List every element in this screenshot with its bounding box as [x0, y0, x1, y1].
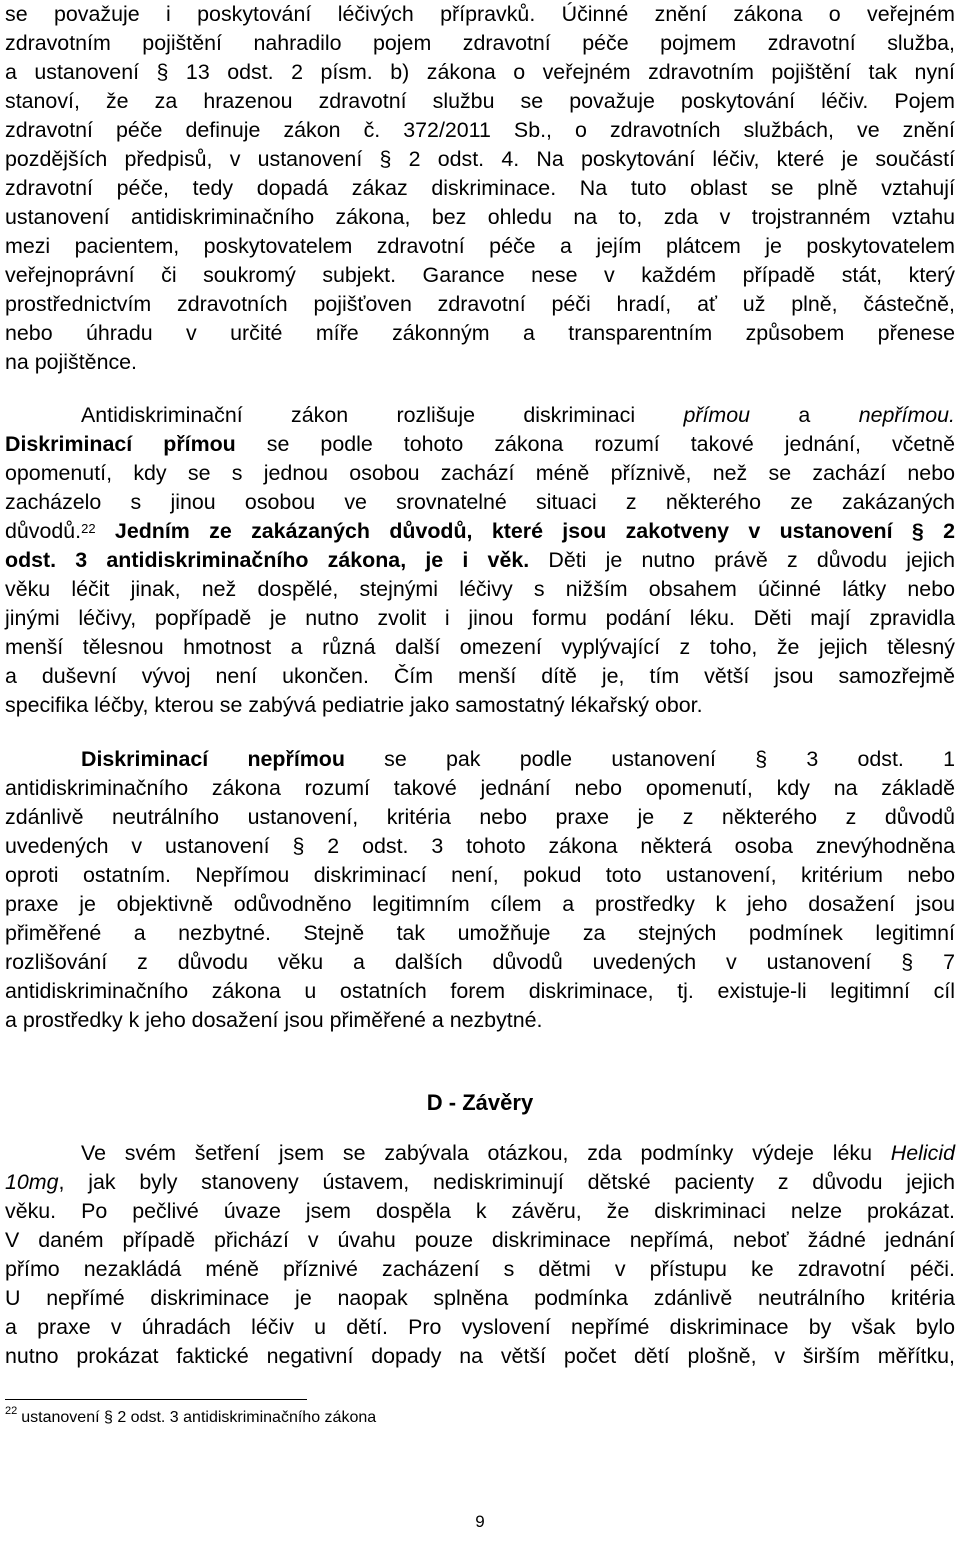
bold-text: odst. 3 antidiskriminačního zákona, je i věk.	[5, 548, 530, 572]
text-line: opomenutí, kdy se s jednou osobou zachází méně příznivě, než se zachází nebo	[5, 461, 955, 485]
text-run: , jak byly stanoveny ústavem, nediskriminují dětské pacienty z důvodu jejich	[58, 1170, 955, 1194]
text-line	[81, 1139, 955, 1168]
text-line: věku. Po pečlivé úvaze jsem dospěla k závěru, že diskriminaci nelze prokázat.	[5, 1199, 955, 1223]
italic-drug-name: Helicid	[890, 1141, 955, 1165]
text-line: prostřednictvím zdravotních pojišťoven zdravotní péči hradí, ať už plně, částečně,	[5, 292, 955, 316]
text-line: a praxe v úhradách léčiv u dětí. Pro vyslovení nepřímé diskriminace by však bylo	[5, 1315, 955, 1339]
text-line	[81, 745, 955, 774]
text-line: V daném případě přichází v úvahu pouze diskriminace nepřímá, neboť žádné jednání	[5, 1228, 955, 1252]
text-line: menší tělesnou hmotnost a různá další omezení vyplývající z toho, že jejich tělesný	[5, 635, 955, 659]
text-run: důvodů.	[5, 519, 82, 543]
text-line: stanoví, že za hrazenou zdravotní službu se považuje poskytování léčiv. Pojem	[5, 89, 955, 113]
italic-drug-dose: 10mg	[5, 1170, 59, 1194]
text-line: nutno prokázat faktické negativní dopady na větší počet dětí plošně, v širším měřítku,	[5, 1344, 955, 1368]
text-line: zdravotní péče, tedy dopadá zákaz diskriminace. Na tuto oblast se plně vztahují	[5, 176, 955, 200]
section-heading: D - Závěry	[426, 1090, 534, 1115]
text-run: Ve svém šetření jsem se zabývala otázkou, zda podmínky výdeje léku	[81, 1141, 891, 1165]
italic-term: nepřímou.	[858, 403, 955, 427]
text-line: zdravotním pojištění nahradilo pojem zdravotní péče pojmem zdravotní služba,	[5, 31, 955, 55]
italic-term: přímou	[683, 403, 751, 427]
text-line: rozlišování z důvodu věku a dalších důvodů uvedených v ustanovení § 7	[5, 950, 955, 974]
text-line: nebo úhradu v určité míře zákonným a transparentním způsobem přenese	[5, 321, 955, 345]
text-line: zacházelo s jinou osobou ve srovnatelné situaci z některého ze zakázaných	[5, 490, 955, 514]
footnote-separator	[5, 1399, 307, 1400]
text-line: oproti ostatním. Nepřímou diskriminací není, pokud toto ustanovení, kritérium nebo	[5, 863, 955, 887]
text-line: veřejnoprávní či soukromý subjekt. Garance nese v každém případě stát, který	[5, 263, 955, 287]
text-line: zdravotní péče definuje zákon č. 372/2011 Sb., o zdravotních službách, ve znění	[5, 118, 955, 142]
text-line: antidiskriminačního zákona rozumí takové jednání nebo opomenutí, kdy na základě	[5, 776, 955, 800]
text-line	[5, 430, 955, 459]
footnote-number: 22	[5, 1405, 18, 1417]
text-line: na pojištěnce.	[5, 350, 137, 374]
text-line: mezi pacientem, poskytovatelem zdravotní péče a jejím plátcem je poskytovatelem	[5, 234, 955, 258]
text-line: a duševní vývoj není ukončen. Čím menší dítě je, tím větší jsou samozřejmě	[5, 664, 955, 688]
text-line: uvedených v ustanovení § 2 odst. 3 tohoto zákona některá osoba znevýhodněna	[5, 834, 955, 858]
text-run: Děti je nutno právě z důvodu jejich	[529, 548, 955, 572]
bold-text: Jedním ze zakázaných důvodů, které jsou zakotveny v ustanovení § 2	[95, 519, 955, 543]
text-line: přímo nezakládá méně příznivé zacházení s dětmi v přístupu ke zdravotní péči.	[5, 1257, 955, 1281]
text-line: specifika léčby, kterou se zabývá pediatrie jako samostatný lékařský obor.	[5, 693, 703, 717]
text-line: přiměřené a nezbytné. Stejně tak umožňuje za stejných podmínek legitimní	[5, 921, 955, 945]
footnote	[5, 1405, 377, 1429]
text-line: zdánlivě neutrálního ustanovení, kritéria nebo praxe je z některého z důvodů	[5, 805, 955, 829]
text-line: pozdějších předpisů, v ustanovení § 2 odst. 4. Na poskytování léčiv, které je součástí	[5, 147, 955, 171]
text-line: se považuje i poskytování léčivých přípravků. Účinné znění zákona o veřejném	[5, 2, 955, 26]
text-line: věku léčit jinak, než dospělé, stejnými léčivy s nižším obsahem účinné látky nebo	[5, 577, 955, 601]
text-run: se pak podle ustanovení § 3 odst. 1	[344, 747, 956, 771]
text-line: jinými léčivy, popřípadě je nutno zvolit i jinou formu podání léku. Děti mají zpravidla	[5, 606, 955, 630]
bold-term: Diskriminací přímou	[5, 432, 236, 456]
text-line: a prostředky k jeho dosažení jsou přiměřené a nezbytné.	[5, 1008, 543, 1032]
page-number: 9	[475, 1512, 485, 1531]
text-line: a ustanovení § 13 odst. 2 písm. b) zákona o veřejném zdravotním pojištění tak nyní	[5, 60, 955, 84]
text-line	[5, 546, 955, 575]
text-run: Antidiskriminační zákon rozlišuje diskriminaci	[81, 403, 684, 427]
text-line: ustanovení antidiskriminačního zákona, bez ohledu na to, zda v trojstranném vztahu	[5, 205, 955, 229]
text-line	[5, 517, 955, 546]
footnote-text: ustanovení § 2 odst. 3 antidiskriminačního zákona	[21, 1409, 377, 1426]
text-line: antidiskriminačního zákona u ostatních forem diskriminace, tj. existuje-li legitimní cíl	[5, 979, 955, 1003]
text-line	[5, 1168, 955, 1197]
text-line: praxe je objektivně odůvodněno legitimním cílem a prostředky k jeho dosažení jsou	[5, 892, 955, 916]
text-run: se podle tohoto zákona rozumí takové jednání, včetně	[235, 432, 955, 456]
footnote-ref[interactable]: 22	[81, 521, 96, 536]
text-line	[81, 401, 955, 430]
bold-term: Diskriminací nepřímou	[81, 747, 345, 771]
text-run: a	[750, 403, 859, 427]
text-line: U nepřímé diskriminace je naopak splněna podmínka zdánlivě neutrálního kritéria	[5, 1286, 955, 1310]
